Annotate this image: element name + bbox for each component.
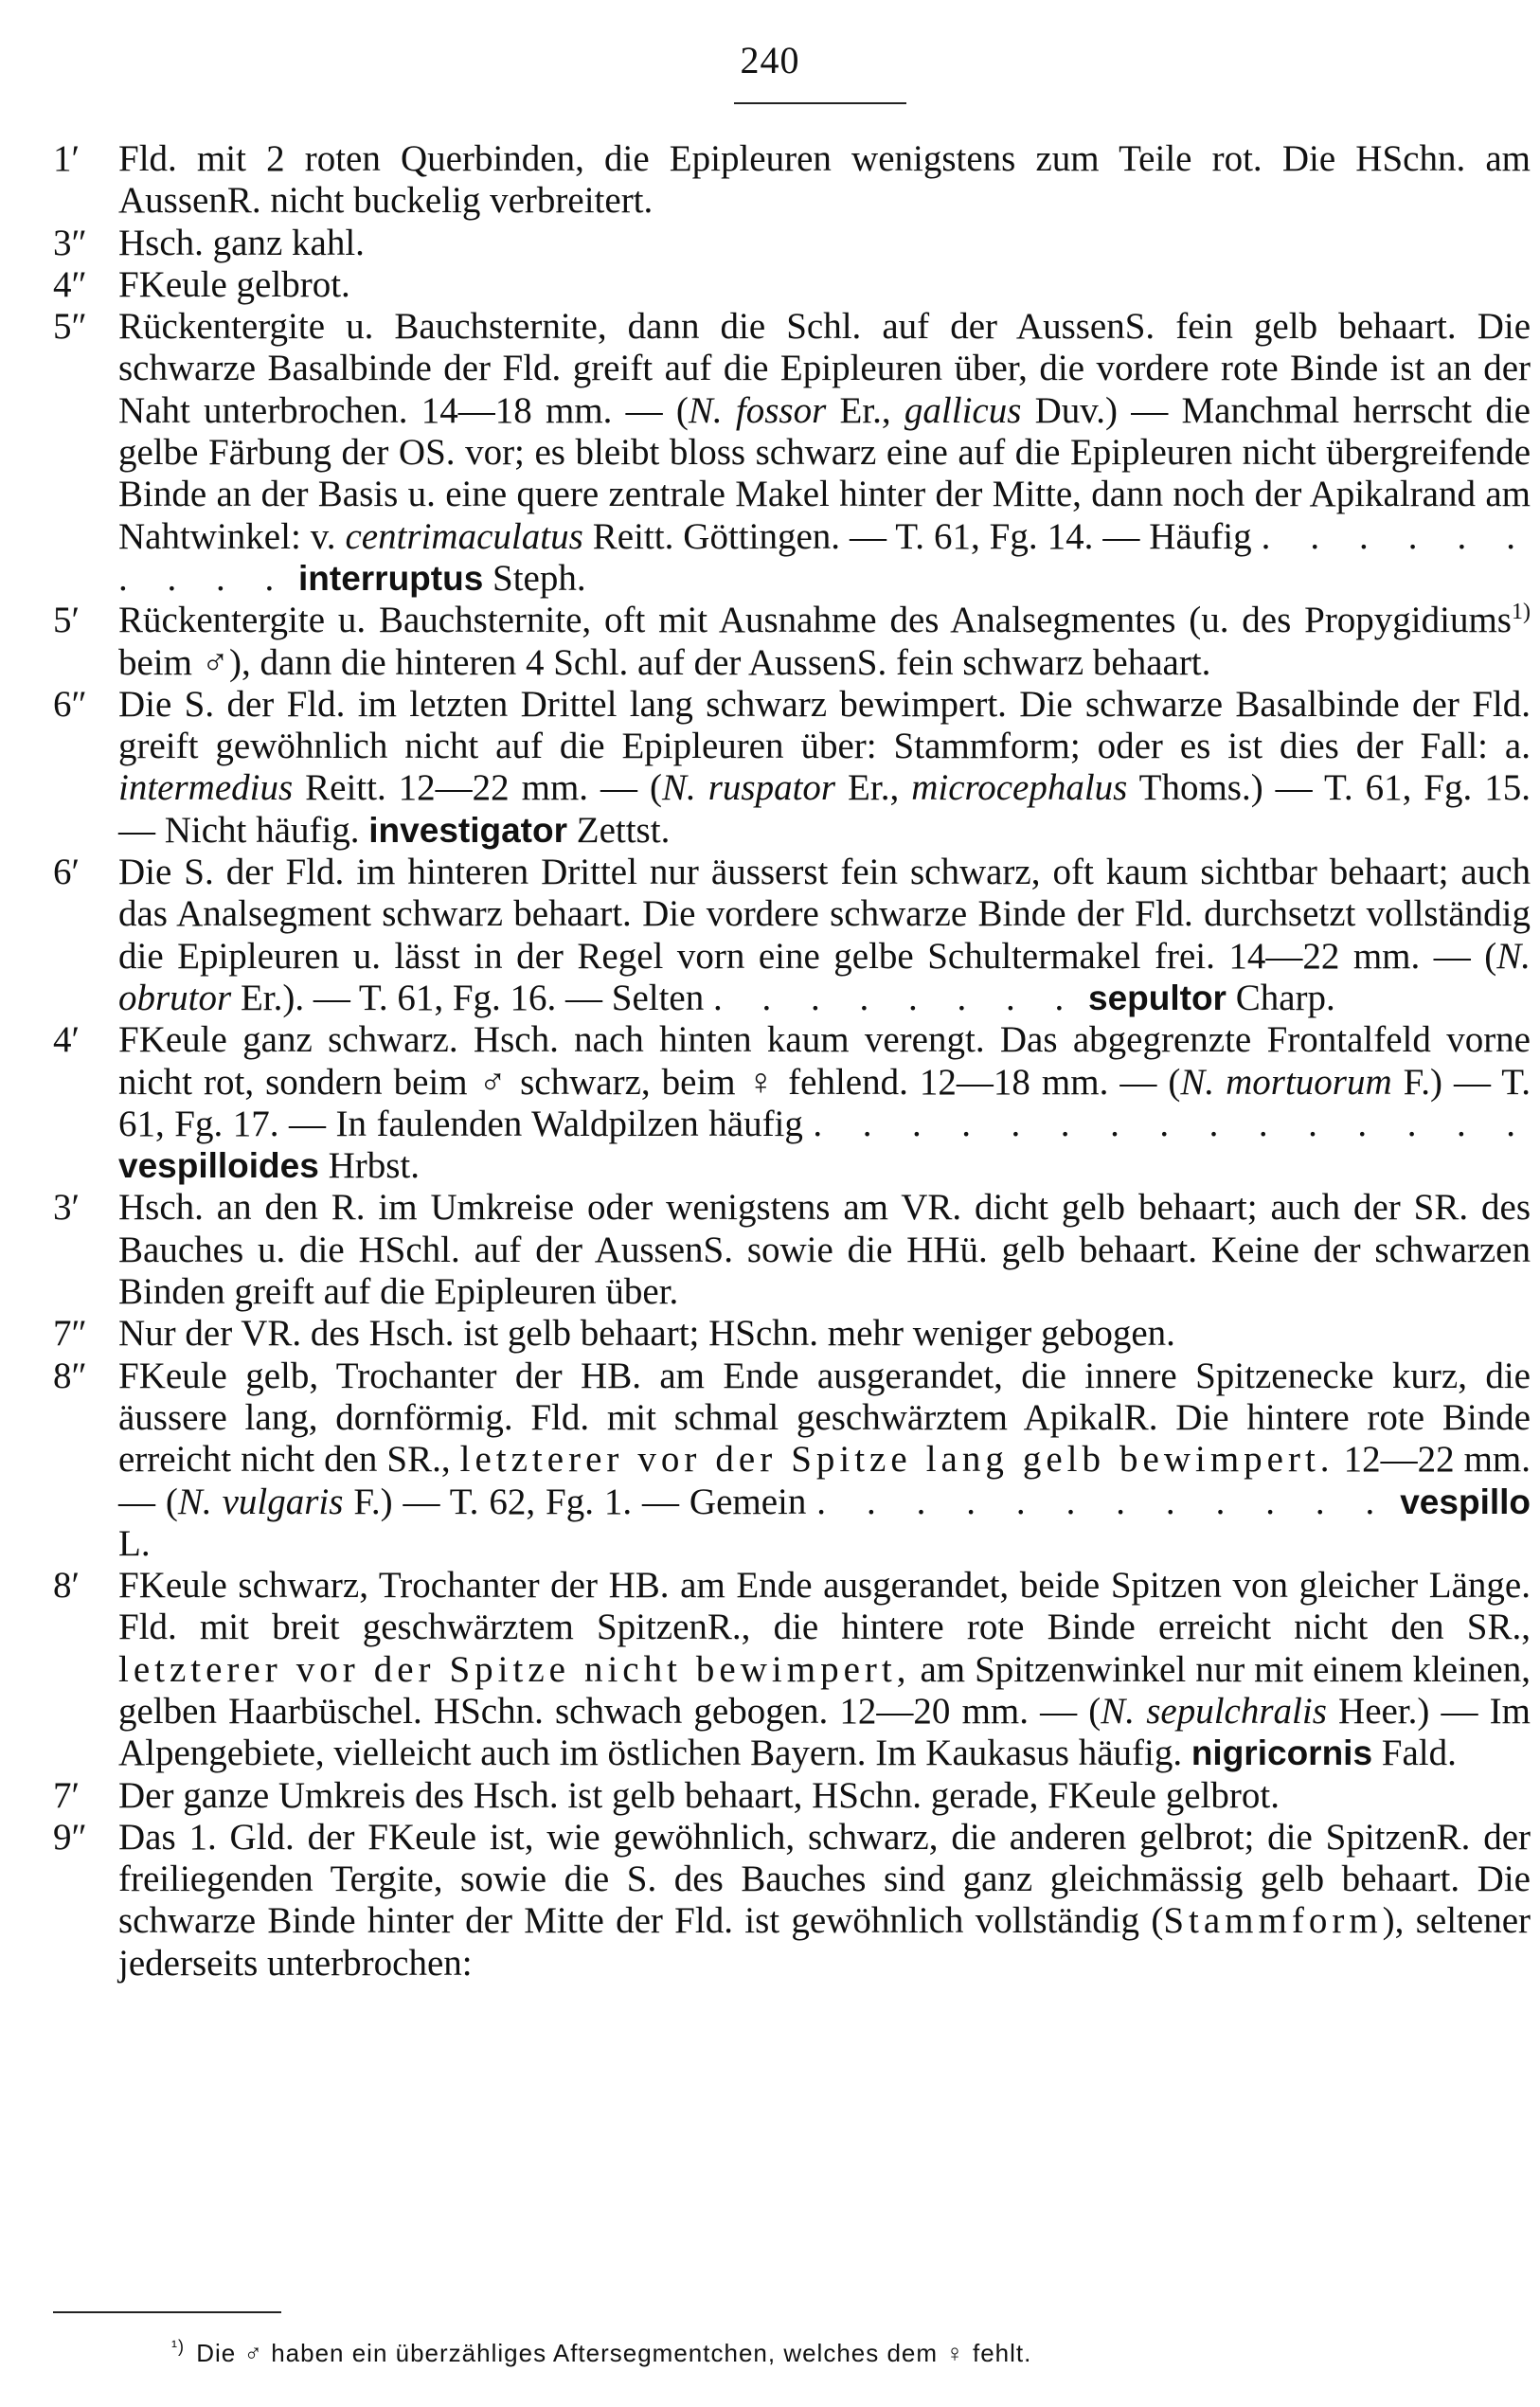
entry-text: FKeule gelbrot. bbox=[118, 263, 350, 305]
couplet-number: 3″ bbox=[53, 222, 87, 263]
footnote-ref: 1) bbox=[1512, 600, 1531, 625]
key-entry bbox=[53, 223, 1531, 264]
couplet-number: 1′ bbox=[53, 138, 81, 179]
italic-name: N. ruspator bbox=[661, 767, 836, 809]
couplet-number: 7″ bbox=[53, 1313, 87, 1355]
entry-text: Duv.) — Manchmal herrscht die gelbe Färbung der OS. vor; es bleibt bloss schwarz eine auf die Epipleuren nicht übergreifende Binde an der Basis u. eine quere zentrale Makel hinter der Mitte, dann noch der Apikalrand am Nahtwinkel: v. bbox=[118, 389, 1531, 557]
entry-text: Zettst. bbox=[567, 809, 671, 851]
couplet-number: 4′ bbox=[53, 1019, 81, 1061]
species-name: interruptus bbox=[298, 558, 484, 598]
italic-name: N. sepulchralis bbox=[1101, 1690, 1327, 1732]
couplet-number: 5″ bbox=[53, 306, 87, 348]
entry-text: L. bbox=[118, 1522, 151, 1564]
entry-text: Charp. bbox=[1226, 977, 1335, 1018]
entry-text bbox=[1389, 1482, 1400, 1522]
italic-name: N. vulgaris bbox=[177, 1481, 344, 1522]
entry-text: Rückentergite u. Bauchsternite, dann die Schl. auf der AussenS. fein gelb behaart. Die schwarze Basalbinde der Fld. greift auf die Epipleuren über, die vordere rote Binde ist an der Naht unterbrochen. 14—18 mm. — ( bbox=[118, 306, 1531, 431]
key-text-body bbox=[53, 138, 1531, 1985]
entry-text: Die S. der Fld. im hinteren Drittel nur äusserst fein schwarz, oft kaum sichtbar behaart; auch das Analsegment schwarz behaart. Die vordere schwarze Binde der Fld. durchsetzt vollständig die Epipleuren u. lässt in der Regel vorn eine gelbe Schultermakel frei. 14—22 mm. — ( bbox=[118, 852, 1531, 977]
key-entry bbox=[53, 1817, 1531, 1985]
entry-text: Hsch. an den R. im Umkreise oder wenigstens am VR. dicht gelb behaart; auch der SR. des Bauches u. die HSchl. auf der AussenS. sowie die HHü. gelb behaart. Keine der schwarzen Binden greift auf die Epipleuren über. bbox=[118, 1187, 1531, 1313]
entry-text: Nur der VR. des Hsch. ist gelb behaart; HSchn. mehr weniger gebogen. bbox=[118, 1313, 1175, 1355]
leader-dots: . . . . . . . . . . . . bbox=[816, 1481, 1390, 1522]
couplet-number: 4″ bbox=[53, 263, 87, 305]
entry-text: Er., bbox=[826, 389, 904, 431]
key-entry bbox=[53, 1356, 1531, 1565]
entry-text bbox=[289, 558, 298, 599]
leader-dots: . . . . . . . . bbox=[713, 977, 1080, 1018]
italic-name: N. fossor bbox=[688, 389, 827, 431]
couplet-number: 6″ bbox=[53, 683, 87, 725]
page-number: 240 bbox=[740, 39, 800, 81]
key-entry bbox=[53, 1313, 1531, 1355]
key-entry bbox=[53, 264, 1531, 306]
couplet-number: 7′ bbox=[53, 1774, 81, 1816]
entry-text: am Spitzenwinkel nur mit einem kleinen, gelben Haarbüschel. HSchn. schwach gebogen. 12—20 mm. — ( bbox=[118, 1648, 1531, 1732]
entry-text: Reitt. 12—22 mm. — ( bbox=[293, 767, 662, 809]
key-entry bbox=[53, 1187, 1531, 1313]
header-rule bbox=[734, 102, 906, 104]
spaced-text: letzterer vor der Spitze nicht bewimpert, bbox=[118, 1648, 911, 1690]
key-entry bbox=[53, 1565, 1531, 1774]
species-name: vespilloides bbox=[118, 1146, 319, 1186]
entry-text: Er.). — T. 61, Fg. 16. — Selten bbox=[231, 977, 713, 1018]
entry-text: F.) — T. 61, Fg. 17. — In faulenden Waldpilzen häufig bbox=[118, 1061, 1531, 1144]
spaced-text: letzterer vor der Spitze lang gelb bewimpert. bbox=[459, 1439, 1334, 1481]
key-entry bbox=[53, 138, 1531, 223]
spaced-text: Stammform bbox=[1163, 1900, 1383, 1942]
leader-dots: . . . . . . . . . . bbox=[118, 515, 1531, 599]
entry-text: ), seltener jederseits unterbrochen: bbox=[118, 1900, 1531, 1984]
couplet-number: 9″ bbox=[53, 1816, 87, 1858]
couplet-number: 8′ bbox=[53, 1565, 81, 1607]
species-name: investigator bbox=[368, 810, 567, 850]
footnote-rule bbox=[53, 2311, 281, 2313]
key-entry bbox=[53, 852, 1531, 1019]
entry-text: Der ganze Umkreis des Hsch. ist gelb behaart, HSchn. gerade, FKeule gelbrot. bbox=[118, 1774, 1280, 1816]
entry-text: FKeule gelb, Trochanter der HB. am Ende ausgerandet, die innere Spitzenecke kurz, die äussere lang, dornförmig. Fld. mit schmal geschwärztem ApikalR. Die hintere rote Binde erreicht nicht den SR., bbox=[118, 1355, 1531, 1481]
entry-text: FKeule ganz schwarz. Hsch. nach hinten kaum verengt. Das abgegrenzte Frontalfeld vorne nicht rot, sondern beim ♂ schwarz, beim ♀ fehlend. 12—18 mm. — ( bbox=[118, 1019, 1531, 1103]
key-entry bbox=[53, 1775, 1531, 1817]
key-entry bbox=[53, 306, 1531, 600]
footnote bbox=[171, 2339, 1031, 2368]
italic-name: microcephalus bbox=[911, 767, 1128, 809]
italic-name: N. mortuorum bbox=[1180, 1061, 1392, 1103]
entry-text: Fld. mit 2 roten Querbinden, die Epipleuren wenigstens zum Teile rot. Die HSchn. am AussenR. nicht buckelig verbreitert. bbox=[118, 138, 1531, 222]
key-entry bbox=[53, 1019, 1531, 1187]
species-name: vespillo bbox=[1400, 1482, 1531, 1521]
entry-text: Thoms.) — T. 61, Fg. 15. — Nicht häufig. bbox=[118, 767, 1531, 851]
leader-dots: . . . . . . . . . . . . . . . bbox=[813, 1103, 1531, 1144]
entry-text: FKeule schwarz, Trochanter der HB. am Ende ausgerandet, beide Spitzen von gleicher Länge. Fld. mit breit geschwärztem SpitzenR., die hintere rote Binde erreicht nicht den SR., bbox=[118, 1565, 1531, 1648]
couplet-number: 3′ bbox=[53, 1187, 81, 1229]
entry-text: Rückentergite u. Bauchsternite, oft mit Ausnahme des Analsegmentes (u. des Propygidiums bbox=[118, 600, 1512, 641]
couplet-number: 8″ bbox=[53, 1355, 87, 1396]
couplet-number: 5′ bbox=[53, 600, 81, 641]
italic-name: centrimaculatus bbox=[345, 515, 583, 557]
entry-text: 12—22 mm. — ( bbox=[118, 1439, 1531, 1522]
entry-text: Hsch. ganz kahl. bbox=[118, 222, 365, 263]
italic-name: intermedius bbox=[118, 767, 294, 809]
entry-text: F.) — T. 62, Fg. 1. — Gemein bbox=[343, 1481, 817, 1522]
key-entry bbox=[53, 684, 1531, 852]
italic-name: N. obrutor bbox=[118, 935, 1531, 1018]
entry-text: Heer.) — Im Alpengebiete, vielleicht auch im östlichen Bayern. Im Kaukasus häufig. bbox=[118, 1690, 1531, 1774]
key-entry bbox=[53, 600, 1531, 684]
entry-text bbox=[1079, 978, 1088, 1018]
species-name: nigricornis bbox=[1191, 1733, 1373, 1773]
entry-text: Hrbst. bbox=[318, 1145, 420, 1187]
entry-text: beim ♂), dann die hinteren 4 Schl. auf der AussenS. fein schwarz behaart. bbox=[118, 641, 1211, 683]
italic-name: gallicus bbox=[904, 389, 1022, 431]
entry-text: Fald. bbox=[1372, 1733, 1457, 1774]
footnote-marker: ¹) bbox=[171, 2337, 185, 2357]
entry-text: Steph. bbox=[483, 557, 586, 599]
entry-text: Das 1. Gld. der FKeule ist, wie gewöhnlich, schwarz, die anderen gelbrot; die SpitzenR. der freiliegenden Tergite, sowie die S. des Bauches sind ganz gleichmässig gelb behaart. Die schwarze Binde hinter der Mitte der Fld. ist gewöhnlich vollständig ( bbox=[118, 1816, 1531, 1942]
footnote-text: Die ♂ haben ein überzähliges Aftersegmentchen, welches dem ♀ fehlt. bbox=[196, 2339, 1032, 2367]
entry-text: Er., bbox=[835, 767, 912, 809]
species-name: sepultor bbox=[1088, 978, 1227, 1017]
couplet-number: 6′ bbox=[53, 852, 81, 893]
entry-text: Die S. der Fld. im letzten Drittel lang schwarz bewimpert. Die schwarze Basalbinde der Fld. greift gewöhnlich nicht auf die Epipleuren über: Stammform; oder es ist dies der Fall: a. bbox=[118, 683, 1531, 767]
entry-text: Reitt. Göttingen. — T. 61, Fg. 14. — Häufig bbox=[582, 515, 1262, 557]
